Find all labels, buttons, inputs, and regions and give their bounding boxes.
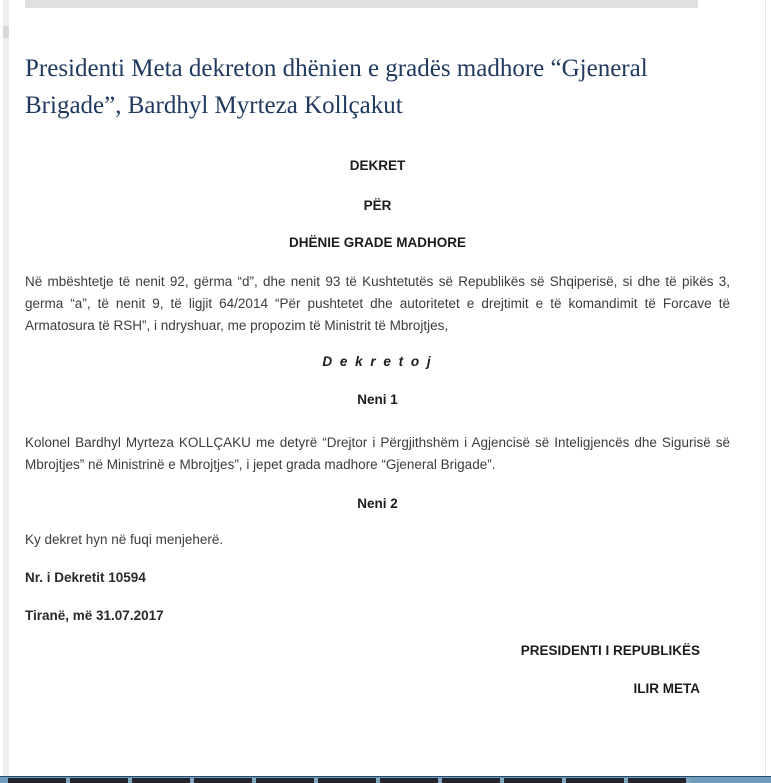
dekretoj-heading: D e k r e t o j <box>322 354 433 369</box>
decree-document <box>25 8 730 696</box>
left-strip-notch <box>3 26 9 38</box>
left-window-edge-strip <box>3 0 9 776</box>
decree-heading: DEKRET <box>349 158 406 173</box>
article-2-label: Neni 2 <box>357 496 398 511</box>
article-2-text: Ky dekret hyn në fuqi menjeherë. <box>25 532 224 547</box>
signature-block <box>25 643 730 696</box>
decree-number: Nr. i Dekretit 10594 <box>25 570 146 585</box>
right-window-edge-line <box>765 0 766 776</box>
signature-title: PRESIDENTI I REPUBLIKËS <box>520 643 700 658</box>
article-1-label: Neni 1 <box>357 392 398 407</box>
taskbar[interactable] <box>0 776 771 783</box>
decree-subheading-per: PËR <box>363 198 392 213</box>
page-title: Presidenti Meta dekreton dhënien e gradës madhore “Gjeneral Brigade”, Bardhyl Myrteza Kollçakut <box>25 55 648 119</box>
browser-top-edge-bar <box>25 0 698 8</box>
article-1-text: Kolonel Bardhyl Myrteza KOLLÇAKU me detyrë “Drejtor i Përgjithshëm i Agjencisë së Inteligjencës dhe Sigurisë së Mbrojtjes” në Ministrinë e Mbrojtjes”, i jepet grada madhore “Gjeneral Brigade”. <box>25 435 730 472</box>
decree-preamble: Në mbështetje të nenit 92, gërma “d”, dhe nenit 93 të Kushtetutës së Republikës së Shqiperisë, si dhe të pikës 3, germa “a”, të nenit 9, të ligjit 64/2014 “Për pushtetet dhe autoritetet e drejtimit e të komandimit të Forcave të Armatosura të RSH”, i ndryshuar, me propozim të Ministrit të Mbrojtjes, <box>25 274 730 333</box>
decree-subject-heading: DHËNIE GRADE MADHORE <box>288 235 466 250</box>
signature-name: ILIR META <box>633 681 700 696</box>
place-and-date: Tiranë, më 31.07.2017 <box>25 608 164 623</box>
taskbar-window-buttons[interactable] <box>8 778 690 783</box>
